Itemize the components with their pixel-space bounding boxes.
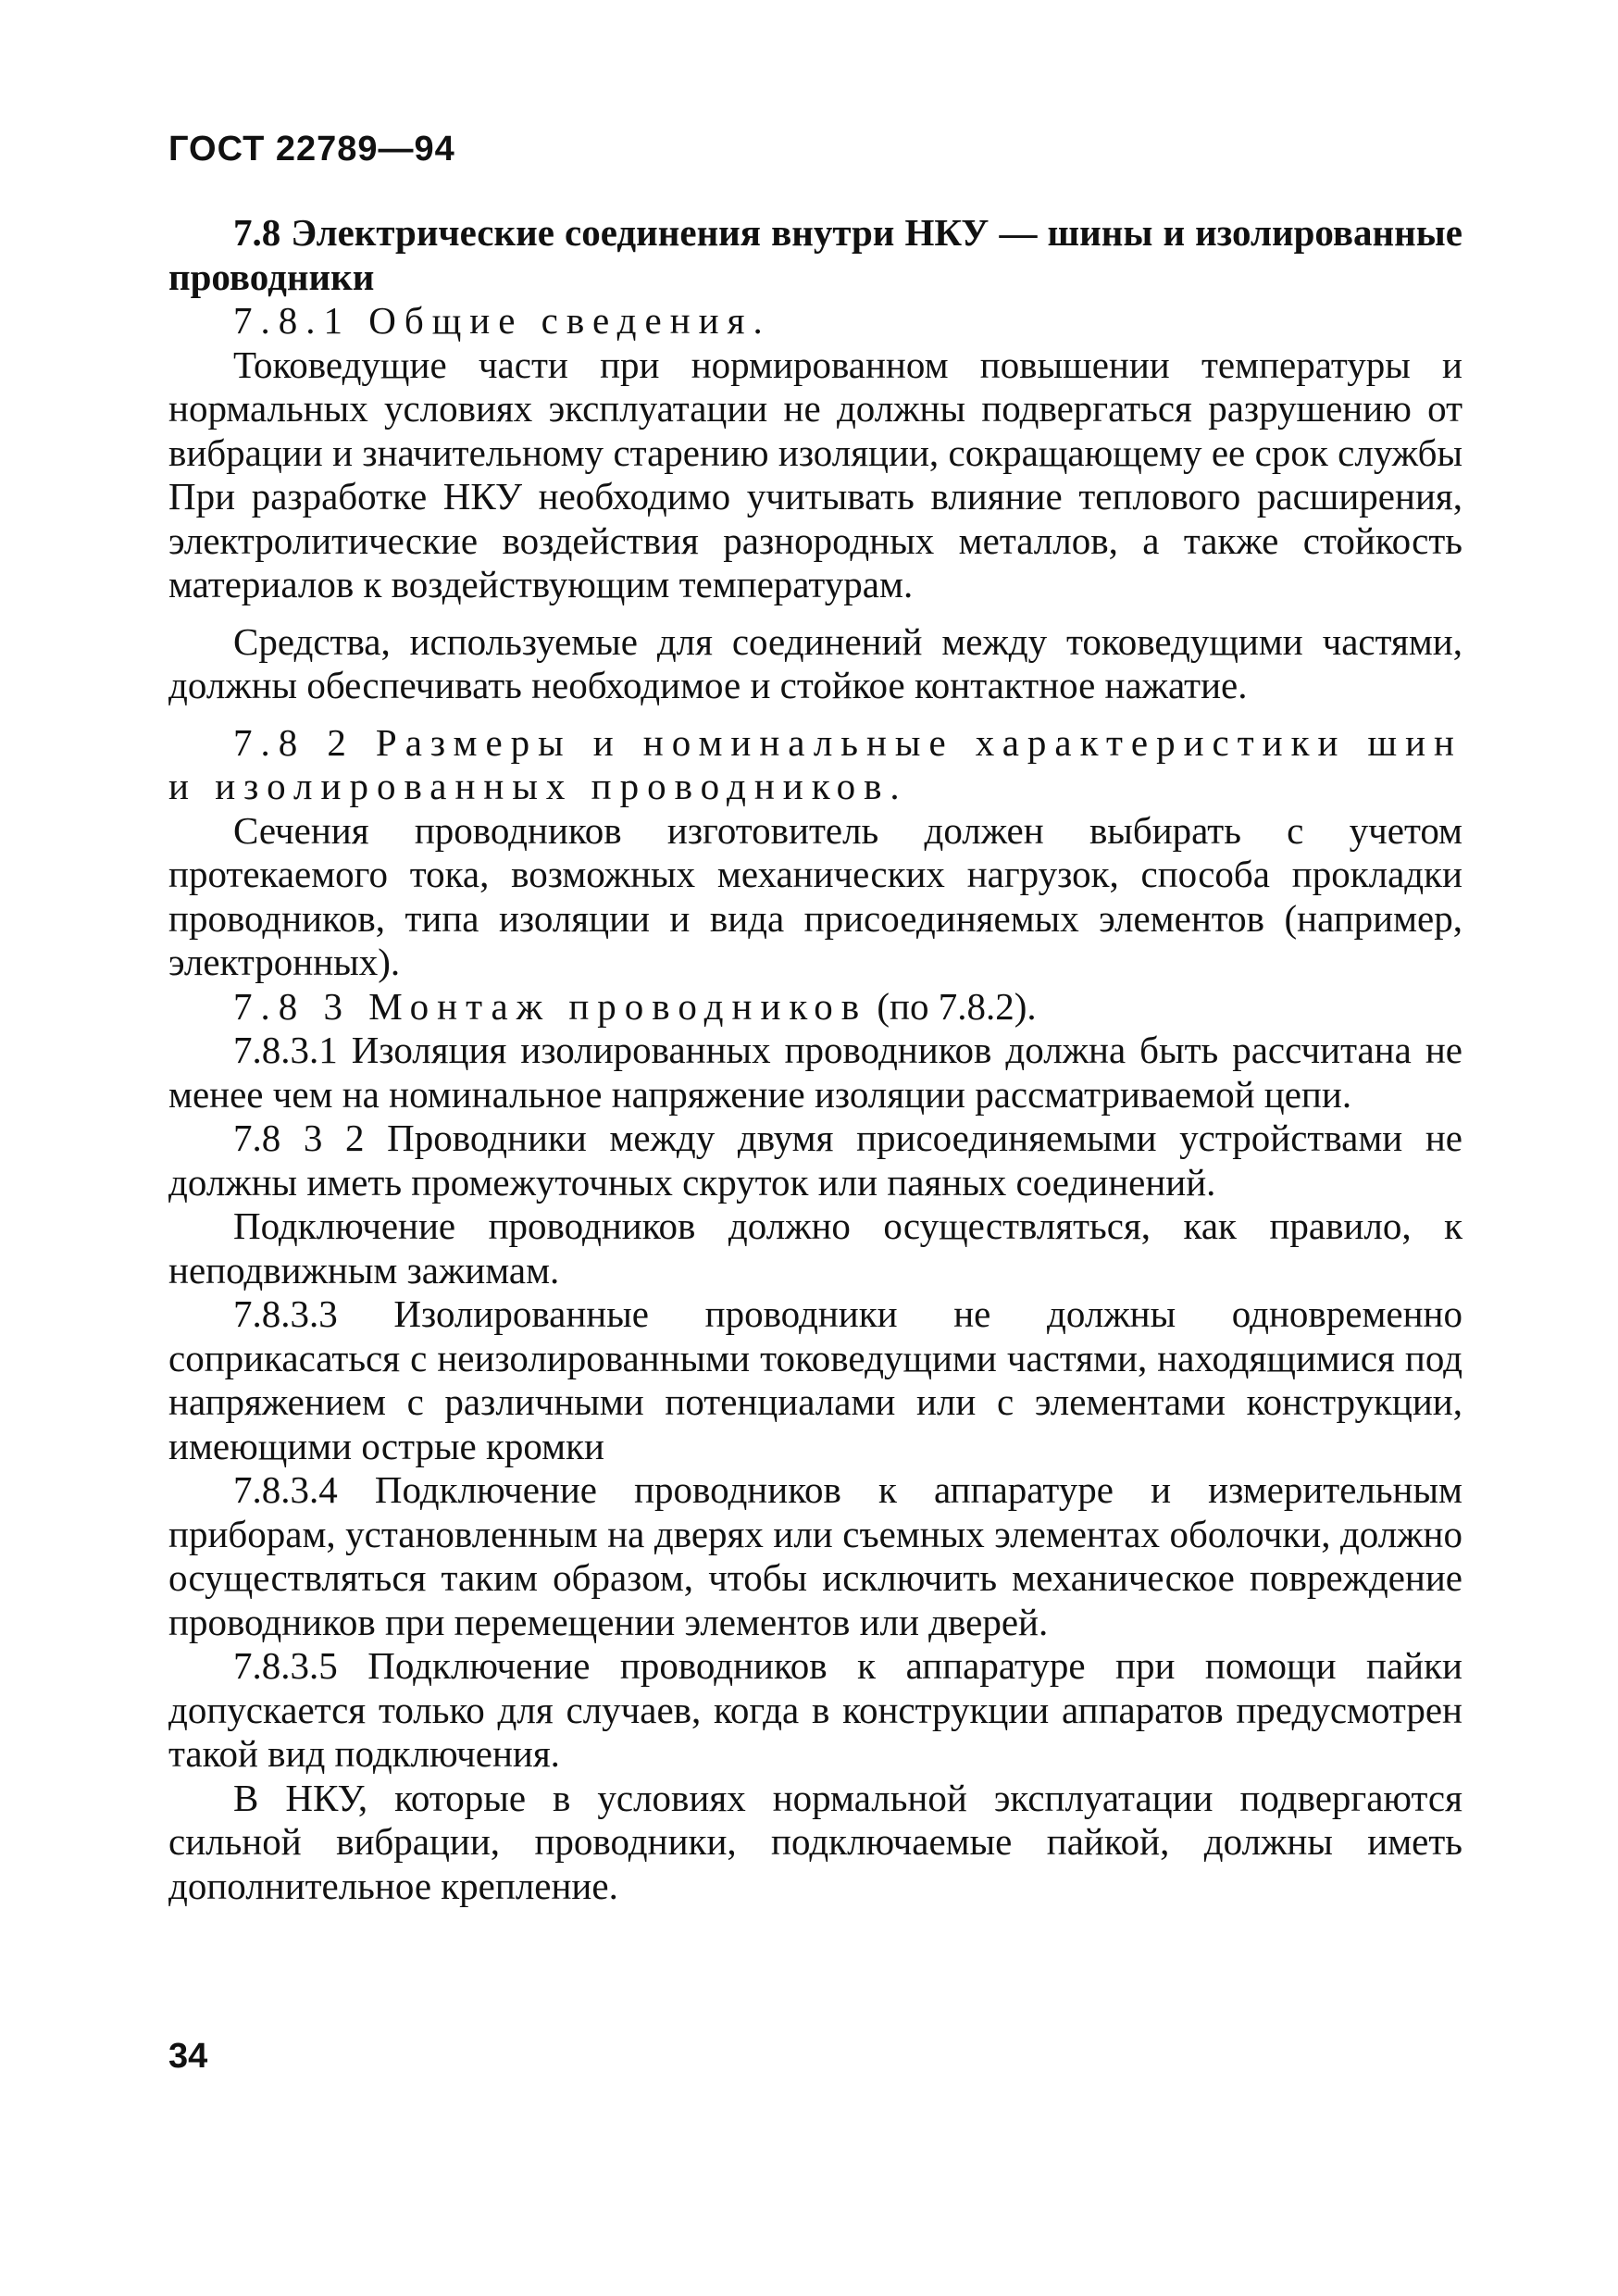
paragraph-7-8-3-5: 7.8.3.5 Подключение проводников к аппаратуре при помощи пайки допускается только для случаев, когда в конструкции аппаратов предусмотрен такой вид подключения. bbox=[168, 1644, 1462, 1775]
paragraph-7-8-3-5-b: В НКУ, которые в условиях нормальной эксплуатации подвергаются сильной вибрации, проводники, подключаемые пайкой, должны иметь дополнительное крепление. bbox=[168, 1776, 1462, 1907]
page-number: 34 bbox=[168, 2037, 208, 2076]
paragraph-7-8-3-1: 7.8.3.1 Изоляция изолированных проводников должна быть рассчитана не менее чем на номинальное напряжение изоляции рассматриваемой цепи. bbox=[168, 1029, 1462, 1116]
section-heading-7-8-1: 7.8.1 Общие сведения. bbox=[233, 299, 771, 342]
paragraph-7-8-3-4: 7.8.3.4 Подключение проводников к аппаратуре и измерительным приборам, установленным на дверях или съемных элементах оболочки, должно осуществляться таким образом, чтобы исключить механическое повреждение проводников при перемещении элементов или дверей. bbox=[168, 1468, 1462, 1643]
standard-header: ГОСТ 22789—94 bbox=[168, 130, 455, 168]
paragraph-7-8-2: Сечения проводников изготовитель должен выбирать с учетом протекаемого тока, возможных механических нагрузок, способа прокладки проводников, типа изоляции и вида присоединяемых элементов (например, электронных). bbox=[168, 808, 1462, 983]
section-title-7-8: 7.8 Электрические соединения внутри НКУ — шины и изолированные проводники bbox=[168, 211, 1462, 298]
section-ref-7-8-3: (по 7.8.2). bbox=[877, 984, 1037, 1028]
section-heading-7-8-3-line bbox=[168, 985, 1462, 1029]
section-heading-7-8-3: 7.8 3 Монтаж проводников bbox=[233, 984, 868, 1028]
section-heading-7-8-2: 7.8 2 Размеры и номинальные характеристики шин и изолированных проводников. bbox=[168, 720, 1462, 807]
paragraph-7-8-3-2: 7.8 3 2 Проводники между двумя присоединяемыми устройствами не должны иметь промежуточных скруток или паяных соединений. bbox=[168, 1117, 1462, 1204]
paragraph-7-8-1-b: Средства, используемые для соединений между токоведущими частями, должны обеспечивать необходимое и стойкое контактное нажатие. bbox=[168, 619, 1462, 706]
paragraph-7-8-1-a: Токоведущие части при нормированном повышении температуры и нормальных условиях эксплуатации не должны подвергаться разрушению от вибрации и значительному старению изоляции, сокращающему ее срок службы При разработке НКУ необходимо учитывать влияние теплового расширения, электролитические воздействия разнородных металлов, а также стойкость материалов к воздействующим температурам. bbox=[168, 343, 1462, 605]
paragraph-7-8-3-3: 7.8.3.3 Изолированные проводники не должны одновременно соприкасаться с неизолированными токоведущими частями, находящимися под напряжением с различными потенциалами или с элементами конструкции, имеющими острые кромки bbox=[168, 1292, 1462, 1467]
page-content bbox=[168, 211, 1462, 1908]
paragraph-7-8-3-2-b: Подключение проводников должно осуществляться, как правило, к неподвижным зажимам. bbox=[168, 1204, 1462, 1292]
